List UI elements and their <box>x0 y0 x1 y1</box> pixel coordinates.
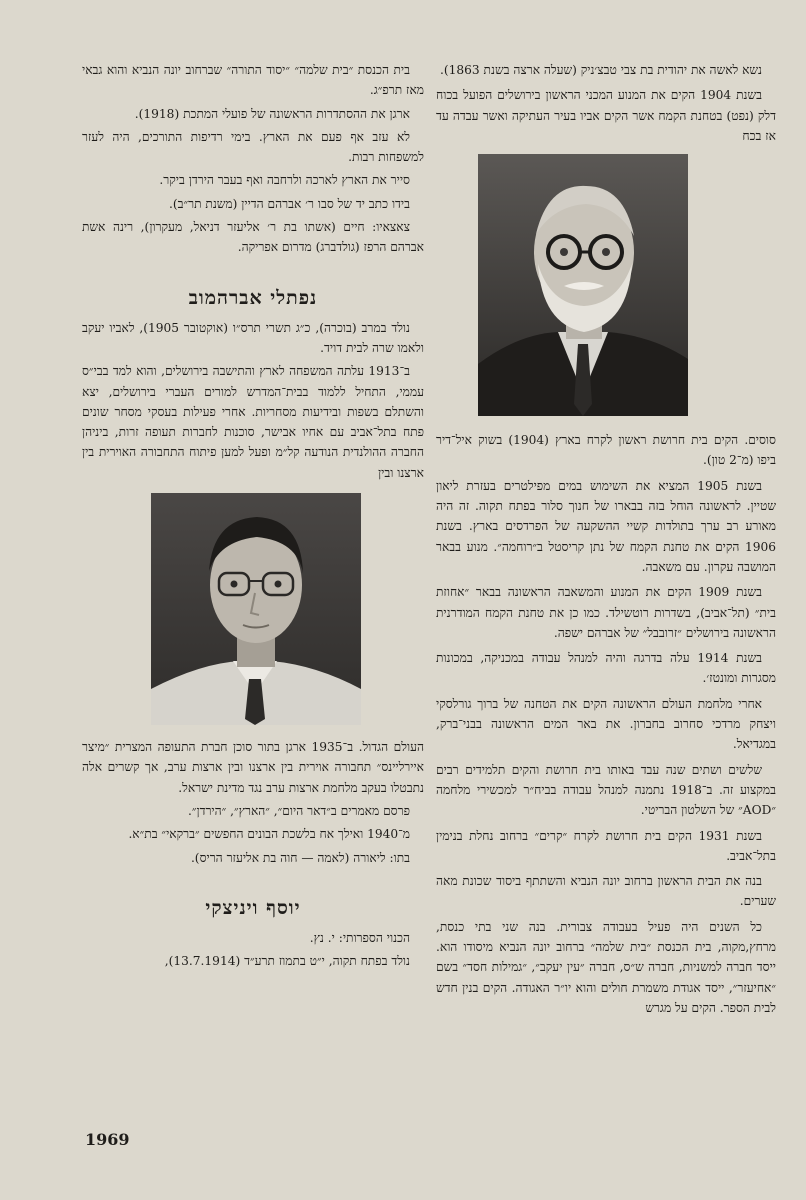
entry-heading: יוסף ויניצקי <box>205 896 301 919</box>
page-number: 1969 <box>85 1130 130 1149</box>
paragraph: סוסים. הקים בית חרושת ראשון לקרח בארץ (1904) בשוק איל־דיר ביפו (מ־2 טון). <box>436 433 776 468</box>
paragraph: בשנת 1905 המציא את השימוש במים מפילטרים בעזרת ליאון שטיין. לראשונה הוחל בזה בבארו של חנוך סלור בפתח תקוה. זה היה מאורע רב ערך בתולדות קשיי ההשקעה של הפרדסים בארץ. בשנת 1906 הקים את טחנת הקמח של נתן קריסטל ב״רוחמה״. מנוע בבאר המושבה עקרון. עם משאבה. <box>436 478 776 574</box>
paragraph: נולד בפתח תקוה, י״ט בתמוז תרע״ד (13.7.1914), <box>164 954 410 969</box>
paragraph: כל השנים היה פעיל בעבודה צבורית. בנה שני בתי כנסת, מרחץ,מקוה, בית הכנסת ״בית שלמה״ ברחוב יונה הנביא מיסודו הוא. ייסד חברה למשניות, חברה ש״ס, חברה ״עין יעקב״, ״גמילות חסד״ בשם ״אחיעזר״, ייסד אגודת משמרת חולים והוא יו״ר האגודה. הקים בנין חדש לבית הספר. הקים על מגרש <box>436 919 776 1015</box>
paragraph: אחרי מלחמת העולם הראשונה הקים את הטחנה של ברוך גורלסקי ויצחק מרדכי סחרוב בחברון. את באר המים הראשונה בבני־ברק, במגדיאל. <box>436 696 776 752</box>
paragraph: בשנת 1909 הקים את המנוע והמשאבה הראשונה בבאר ״אחוזת בית״ (תל־אביב), בשדרות רוטשילד. כמו כן את טחנת הקמח המודרנית הראשונה בירושלים ״זרובבל״ של אברהם ישפה. <box>436 585 776 640</box>
paragraph: בשנת 1904 הקים את המנוע המכני הראשון בירושלים הפועל בכוח דלק (נפט) בטחנת הקמח אשר הקים אביו בעיר העתיקה ואשר עבדה עד אז בכח <box>436 88 776 143</box>
paragraph: בנה את הבית הראשון ברחוב יונה הנביא והשתתף ביסוד שכונת מאה שערים. <box>436 874 776 909</box>
portrait-photo-elderly-man <box>478 154 688 416</box>
portrait-photo-young-man <box>151 493 361 725</box>
paragraph: נשא לאשה את יהודית בת צבי טבצ׳ניק (שעלה ארצה בשנת 1863). <box>440 63 762 77</box>
paragraph: פרסם מאמרים ב״דאר היום״, ״הארץ״, ״הירדן״. <box>187 803 410 818</box>
paragraph: סייר את הארץ לארכה ולרחבה ואף בעבר הירדן ביקר. <box>159 173 410 188</box>
paragraph: בתו: ליאורה (לאמה — חוה בת אליעזר הריס). <box>190 850 410 865</box>
paragraph: ארגן את ההסתדרות הראשונה של פועלי המתכת (1918). <box>134 106 410 121</box>
paragraph: העולם הגדול. ב־1935 ארגן בתור סוכן חברת התעופה המצרית ״מיצר איירליינס״ תחבורה אוירית בין ארצנו ובין ארצות ערב, אך קשרים אלה נתבטלו בעקב מלחמת ארצות ערב נגד מדינת ישראל. <box>82 740 424 795</box>
paragraph: לא עזב אף פעם את הארץ. בימי רדיפות התורכים, היה לעזר למשפחות רבות. <box>82 129 424 165</box>
paragraph: בידו כתב יד של סבו ר׳ אברהם הדיין (משנת תר״ב). <box>168 196 410 211</box>
paragraph: ב־1913 עלתה המשפחה לארץ והתישבה בירושלים, והוא למד בבי״ס עממי, התחיל ללמוד בבית־המדרש למורים העברי בירושלים, יצא והשתלם בשפות ובידיעות מסחריות. אחרי פעילות בעסקי מסחר שונים פתח בתל־אביב עם אחיו אבישר, סוכנות לחברות תעופה זרות, ביניהן החברה ההולנדית הנודעה קל״מ ופעל למען פיתוח התחבורה האוירית בין ארצנו ובין <box>82 364 424 480</box>
paragraph: בשנת 1931 הקים בית חרושת לקרח ״קרים״ ברחוב נחלת בנימין בתל־אביב. <box>436 828 776 863</box>
entry-heading: נפתלי אברהמוב <box>188 286 318 309</box>
paragraph: הכנוי הספרותי: י. נץ. <box>309 930 410 945</box>
paragraph: בית הכנסת ״בית שלמה״ ״יסוד התורה״ שברחוב יונה הנביא והוא גבאי מאז תרפ״ג. <box>82 63 424 98</box>
left-column <box>82 60 424 974</box>
right-column <box>436 60 776 1023</box>
paragraph: בשנת 1914 עלה בדרגה והיה למנהל עבודה במכניקה, במכונות מסגרות ומונטז׳. <box>436 651 776 686</box>
paragraph: נולד במרב (בוכרה), כ״ג תשרי תרס״ו (אוקטובר 1905), לאביו יעקב ולאמו שרה לבית דויד. <box>82 320 424 355</box>
paragraph: צאצאיו: חיים (אשתו בת ר׳ אליעזר דניאל, מעקרון), רינה אשת אברהם הרפז (גולדברג) מדרום אפריקה. <box>82 220 424 255</box>
paragraph: מ־1940 ואילך אח בלשכת הבונים החפשים ״ברקאי״ בת״א. <box>128 827 410 842</box>
paragraph: שלשים ושתים שנה עבד באותו בית חרושת והקים תלמידים רבים במקצוע זה. ב־1918 נתמנה למנהל עבודה בביח״ר למכשירי מלחמה ״AOD״ של השלטון הבריטי. <box>436 762 777 818</box>
